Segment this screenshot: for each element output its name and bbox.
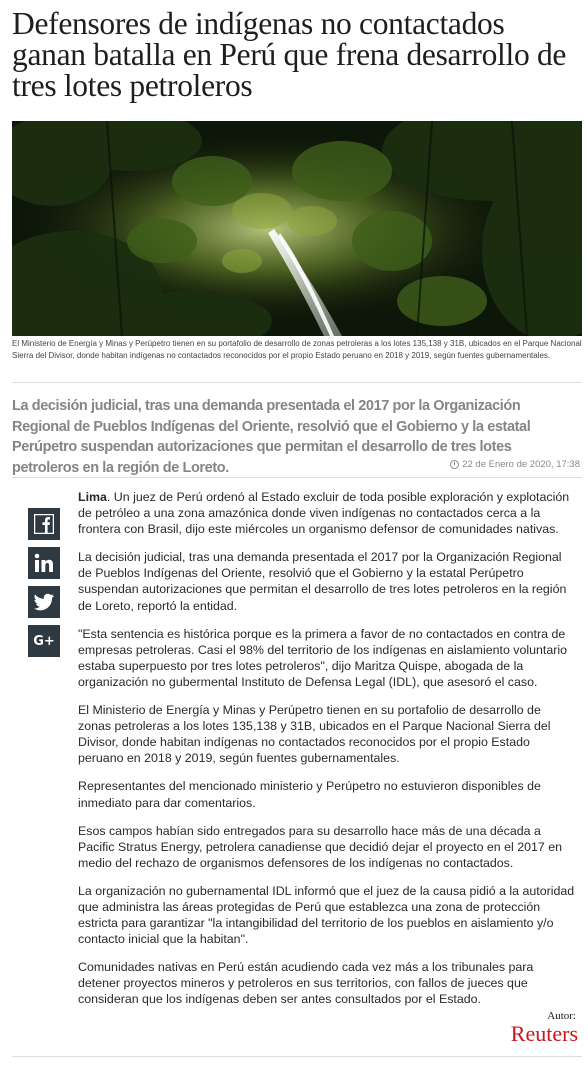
author-label: Autor: bbox=[547, 1010, 576, 1022]
share-facebook-button[interactable] bbox=[28, 508, 60, 540]
date-text: 22 de Enero de 2020, 17:38 bbox=[462, 459, 580, 470]
body-paragraph: Esos campos habían sido entregados para su desarrollo hace más de una década a Pacific Stratus Energy, petrolera canadiense que decidió dejar el proyecto en el 2017 en medio del rechazo de organismos defensores de los indígenas no contactados. bbox=[78, 823, 562, 870]
image-caption: El Ministerio de Energía y Minas y Perúpetro tienen en su portafolio de desarrollo de zonas petroleras a los lotes 135,138 y 31B, ubicados en el Parque Nacional Sierra del Divisor, donde habitan indígenas no contactados reconocidos por el propio Estado peruano en 2018 y 2019, según fuentes gubernamentales. bbox=[12, 339, 582, 360]
author-name: Reuters bbox=[510, 1021, 578, 1046]
body-paragraph: Comunidades nativas en Perú están acudiendo cada vez más a los tribunales para detener proyectos mineros y petroleros en sus territorios, con fallos de jueces que consideran que los indígenas deben ser antes consultados por el Estado. bbox=[78, 960, 534, 1007]
share-linkedin-button[interactable] bbox=[28, 547, 60, 579]
jungle-waterfall-illustration bbox=[12, 121, 582, 336]
body-paragraph: La decisión judicial, tras una demanda presentada el 2017 por la Organización Regional de Pueblos Indígenas del Oriente, resolvió que el Gobierno y la estatal Perúpetro suspendan autorizaciones que permitan el desarrollo de tres lotes petroleros en la región de Loreto, reportó la entidad. bbox=[78, 550, 567, 613]
publish-date bbox=[450, 459, 580, 470]
article-body bbox=[78, 489, 576, 1020]
share-googleplus-button[interactable] bbox=[28, 625, 60, 657]
divider bbox=[12, 382, 582, 383]
google-plus-icon: G+ bbox=[33, 633, 55, 649]
article-title: Defensores de indígenas no contactados ganan batalla en Perú que frena desarrollo de tres lotes petroleros bbox=[12, 6, 567, 103]
facebook-icon bbox=[34, 514, 54, 534]
divider bbox=[12, 477, 582, 478]
twitter-icon bbox=[34, 593, 54, 611]
article-lead: La decisión judicial, tras una demanda presentada el 2017 por la Organización Regional de Pueblos Indígenas del Oriente, resolvió que el Gobierno y la estatal Perúpetro suspendan autorizaciones que permitan el desarrollo de tres lotes petroleros en la región de Loreto. bbox=[12, 398, 531, 476]
body-paragraph: "Esta sentencia es histórica porque es la primera a favor de no contactados en contra de empresas petroleras. Casi el 98% del territorio de los indígenas en aislamiento voluntario estaba superpuesto por tres lotes petroleros", dijo Maritza Quispe, abogada de la organización no gubermental Instituto de Defensa Legal (IDL), que asesoró el caso. bbox=[78, 626, 568, 689]
body-paragraph: Representantes del mencionado ministerio y Perúpetro no estuvieron disponibles de inmediato para dar comentarios. bbox=[78, 779, 541, 810]
share-twitter-button[interactable] bbox=[28, 586, 60, 618]
body-paragraph: El Ministerio de Energía y Minas y Perúpetro tienen en su portafolio de desarrollo de zonas petroleras a los lotes 135,138 y 31B, ubicados en el Parque Nacional Sierra del Divisor, donde habitan indígenas no contactados reconocidos por el propio Estado peruano en 2018 y 2019, según fuentes gubernamentales. bbox=[78, 703, 551, 766]
hero-image bbox=[12, 121, 582, 336]
body-paragraph: La organización no gubernamental IDL informó que el juez de la causa pidió a la autoridad que administra las áreas protegidas de Perú que establezca una zona de protección estricta para garantizar "la intangibilidad del territorio de los pueblos en aislamiento y/o contacto inicial que la habitan". bbox=[78, 883, 575, 947]
linkedin-icon bbox=[34, 553, 54, 573]
clock-icon bbox=[450, 460, 459, 469]
dateline: Lima bbox=[78, 490, 107, 504]
body-paragraph: Lima. Un juez de Perú ordenó al Estado excluir de toda posible exploración y explotación de petróleo a una zona amazónica donde viven indígenas no contactados cerca a la frontera con Brasil, dijo este miércoles un organismo defensor de comunidades nativas. bbox=[78, 490, 570, 537]
divider bbox=[12, 1056, 582, 1057]
